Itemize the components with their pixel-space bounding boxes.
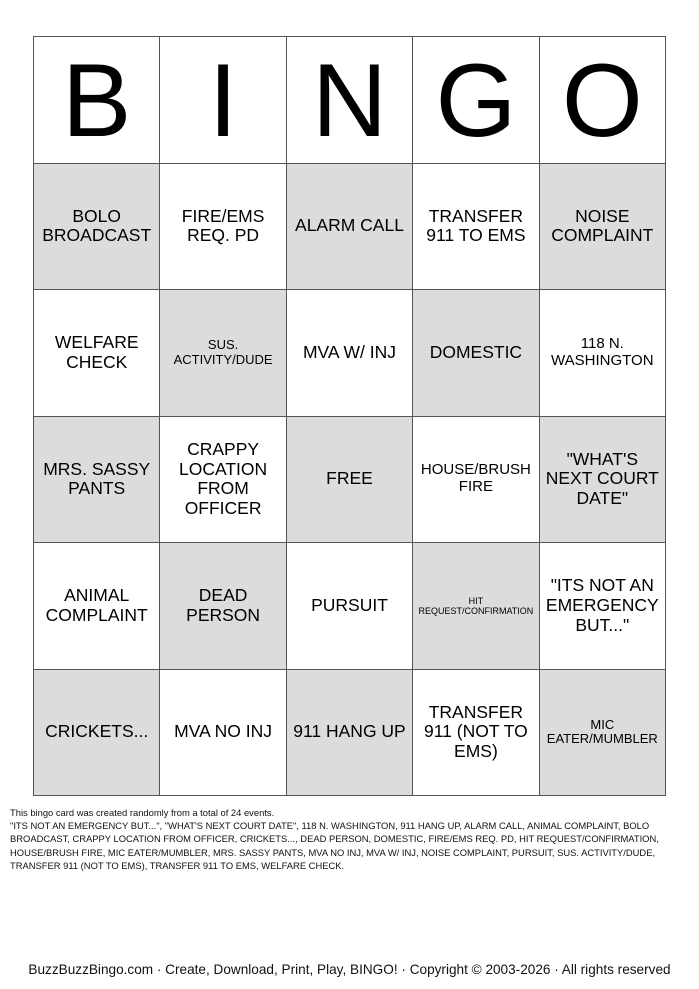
bingo-square[interactable]: BOLO BROADCAST [34,164,160,291]
bingo-square[interactable]: DEAD PERSON [160,543,286,670]
bingo-square[interactable]: 911 HANG UP [287,670,413,797]
bingo-square[interactable]: HIT REQUEST/CONFIRMATION [413,543,539,670]
bingo-square[interactable]: MRS. SASSY PANTS [34,417,160,544]
header-letter-b: B [34,37,160,164]
bingo-square[interactable]: CRAPPY LOCATION FROM OFFICER [160,417,286,544]
header-letter-n: N [287,37,413,164]
bingo-square[interactable]: MVA NO INJ [160,670,286,797]
free-square[interactable]: FREE [287,417,413,544]
bingo-square[interactable]: MIC EATER/MUMBLER [540,670,666,797]
bingo-card [33,36,666,796]
bingo-square[interactable]: SUS. ACTIVITY/DUDE [160,290,286,417]
bingo-square[interactable]: MVA W/ INJ [287,290,413,417]
card-description [10,806,690,872]
bingo-square[interactable]: DOMESTIC [413,290,539,417]
bingo-square[interactable]: ALARM CALL [287,164,413,291]
card-description-intro: This bingo card was created randomly from a total of 24 events. [10,807,275,818]
bingo-square[interactable]: HOUSE/BRUSH FIRE [413,417,539,544]
bingo-square[interactable]: 118 N. WASHINGTON [540,290,666,417]
site-footer: BuzzBuzzBingo.com · Create, Download, Print, Play, BINGO! · Copyright © 2003-2026 · All rights reserved [28,962,671,977]
bingo-square[interactable]: "WHAT'S NEXT COURT DATE" [540,417,666,544]
bingo-square[interactable]: TRANSFER 911 (NOT TO EMS) [413,670,539,797]
bingo-square[interactable]: WELFARE CHECK [34,290,160,417]
bingo-square[interactable]: ANIMAL COMPLAINT [34,543,160,670]
header-letter-i: I [160,37,286,164]
bingo-square[interactable]: TRANSFER 911 TO EMS [413,164,539,291]
bingo-square[interactable]: FIRE/EMS REQ. PD [160,164,286,291]
header-letter-g: G [413,37,539,164]
card-event-list: "ITS NOT AN EMERGENCY BUT...", "WHAT'S NEXT COURT DATE", 118 N. WASHINGTON, 911 HANG UP, ALARM CALL, ANIMAL COMPLAINT, BOLO BROADCAST, CRAPPY LOCATION FROM OFFICER, CRICKETS..., DEAD PERSON, DOMESTIC, FIRE/EMS REQ. PD, HIT REQUEST/CONFIRMATION, HOUSE/BRUSH FIRE, MIC EATER/MUMBLER, MRS. SASSY PANTS, MVA NO INJ, MVA W/ INJ, NOISE COMPLAINT, PURSUIT, SUS. ACTIVITY/DUDE, TRANSFER 911 (NOT TO EMS), TRANSFER 911 TO EMS, WELFARE CHECK. [10,820,659,871]
header-letter-o: O [540,37,666,164]
bingo-square[interactable]: "ITS NOT AN EMERGENCY BUT..." [540,543,666,670]
bingo-square[interactable]: NOISE COMPLAINT [540,164,666,291]
bingo-square[interactable]: PURSUIT [287,543,413,670]
bingo-square[interactable]: CRICKETS... [34,670,160,797]
